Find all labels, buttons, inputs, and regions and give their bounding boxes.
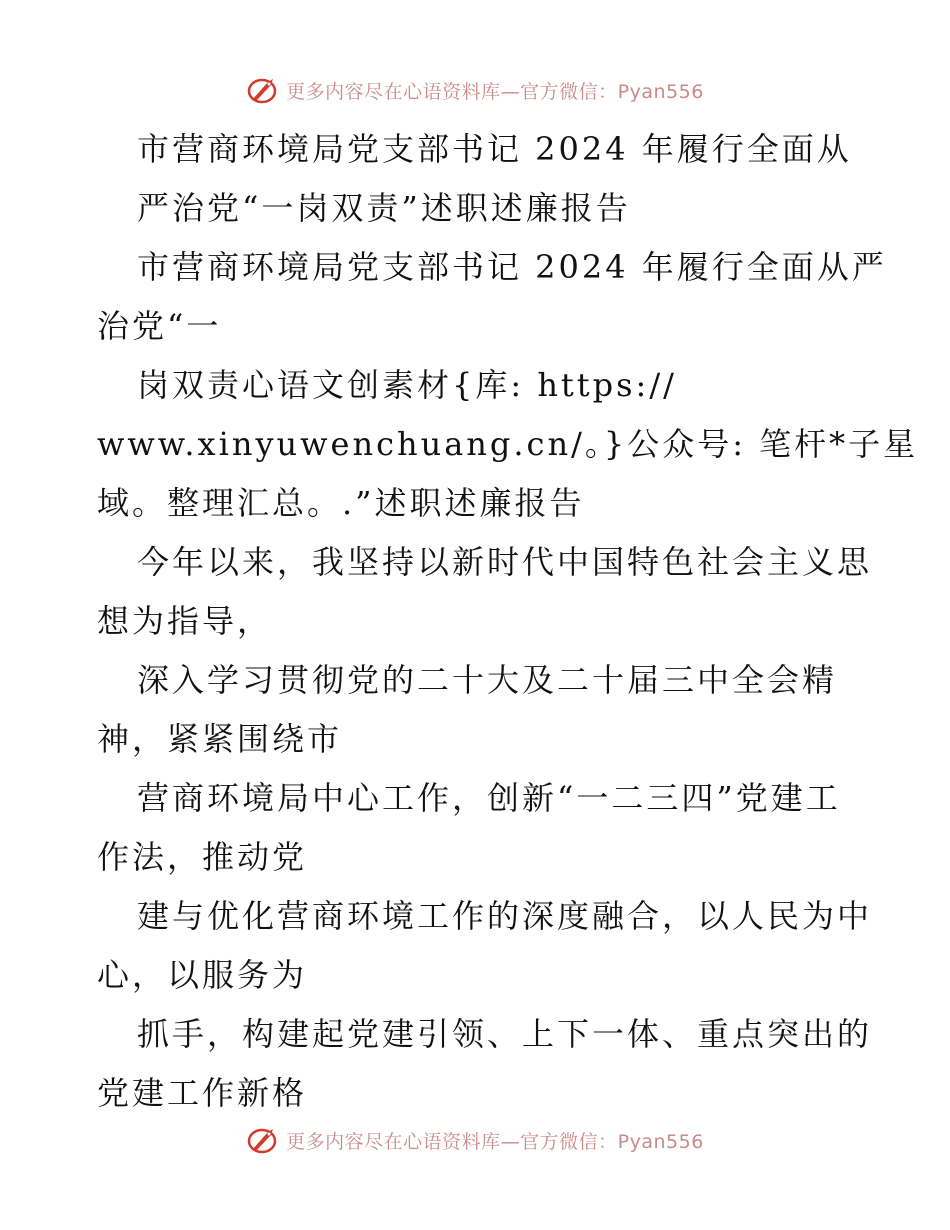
title-line-1: 市营商环境局党支部书记 2024 年履行全面从: [137, 130, 852, 168]
paragraph-line: 想为指导，: [97, 602, 273, 640]
paragraph-line: 岗双责心语文创素材{库: https://: [137, 366, 677, 404]
paragraph-line: 今年以来，我坚持以新时代中国特色社会主义思: [137, 543, 873, 581]
paragraph-line: 作法，推动党: [97, 838, 308, 876]
title-line-2: 严治党“一岗双责”述职述廉报告: [137, 189, 631, 227]
paragraph-line: 心，以服务为: [97, 956, 308, 994]
paragraph-line: 抓手，构建起党建引领、上下一体、重点突出的: [137, 1015, 873, 1053]
header-banner: [0, 70, 950, 110]
header-banner-text: 更多内容尽在心语资料库—官方微信：Pyan556: [286, 80, 704, 103]
paragraph-line: 党建工作新格: [97, 1074, 308, 1112]
paragraph-line: 治党“一: [97, 307, 222, 345]
pen-logo-icon: [246, 1124, 282, 1156]
footer-banner: [0, 1120, 950, 1160]
document-body: [97, 120, 919, 1123]
paragraph-line: www.xinyuwenchuang.cn/。}公众号: 笔杆*子星: [97, 425, 919, 463]
paragraph-line: 营商环境局中心工作，创新“一二三四”党建工: [137, 779, 841, 817]
paragraph-line: 市营商环境局党支部书记 2024 年履行全面从严: [137, 248, 887, 286]
paragraph-line: 神，紧紧围绕市: [97, 720, 343, 758]
footer-banner-text: 更多内容尽在心语资料库—官方微信：Pyan556: [286, 1130, 704, 1153]
pen-logo-icon: [246, 74, 282, 106]
paragraph-line: 深入学习贯彻党的二十大及二十届三中全会精: [137, 661, 838, 699]
paragraph-line: 域。整理汇总。.”述职述廉报告: [97, 484, 585, 522]
paragraph-line: 建与优化营商环境工作的深度融合，以人民为中: [137, 897, 873, 935]
